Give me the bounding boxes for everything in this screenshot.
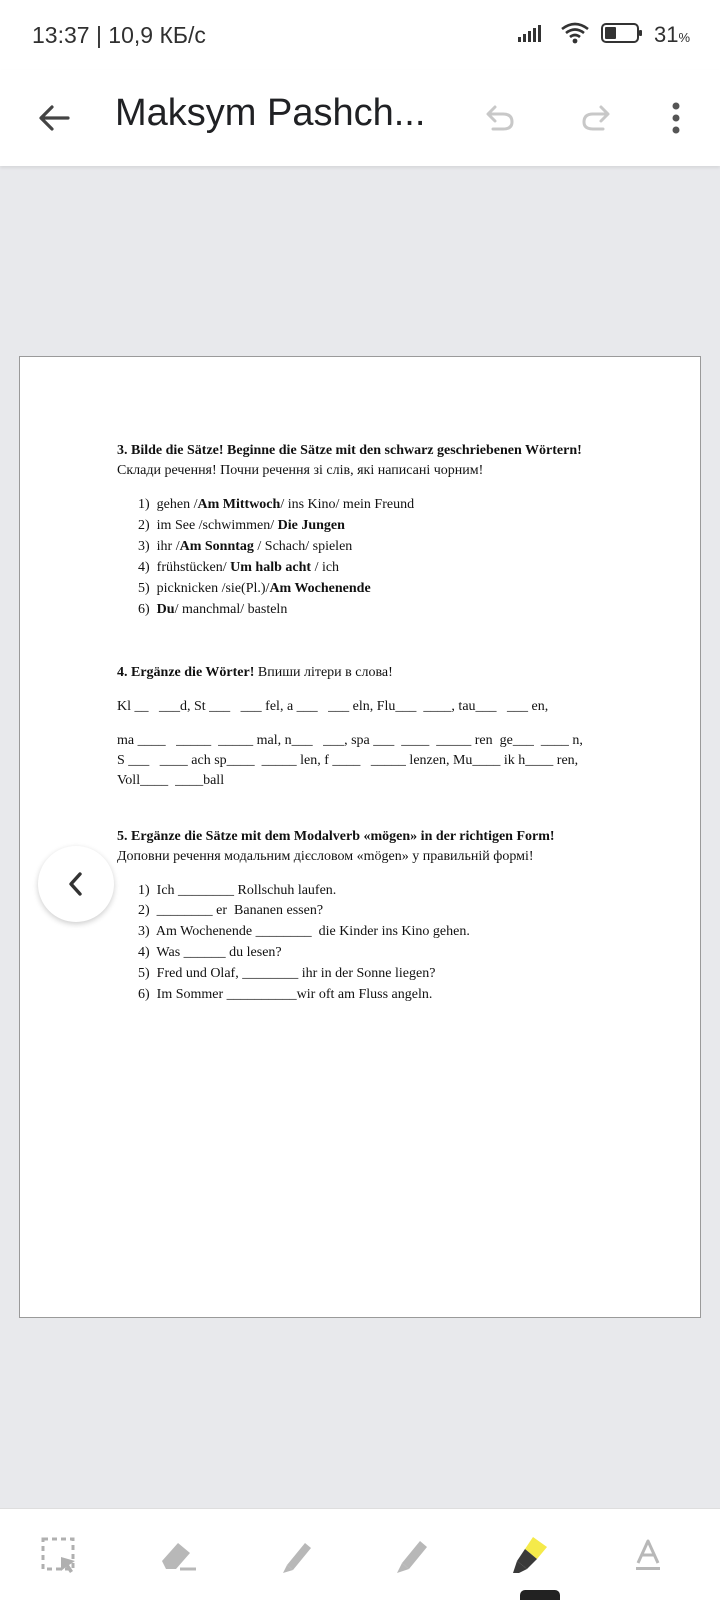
ex4-line: ma ____ _____ _____ mal, n___ ___, spa ___ ____ _____ ren ge___ ____ n,: [117, 733, 583, 748]
ex5-item: 1) Ich ________ Rollschuh laufen.: [138, 883, 337, 898]
pencil-tool-button[interactable]: [384, 1527, 440, 1583]
highlighter-icon: [507, 1533, 553, 1577]
eraser-icon: [156, 1535, 200, 1575]
ex5-item: 3) Am Wochenende ________ die Kinder ins Kino gehen.: [138, 924, 470, 939]
ex4-line: Kl __ ___d, St ___ ___ fel, a ___ ___ eln, Flu___ ____, tau___ ___ en,: [117, 699, 549, 714]
redo-button[interactable]: [574, 96, 618, 140]
select-icon: [39, 1535, 79, 1575]
ex5-item: 2) ________ er Bananen essen?: [138, 903, 324, 918]
text-tool-button[interactable]: [620, 1527, 676, 1583]
back-arrow-icon: [36, 100, 72, 136]
pencil-icon: [392, 1535, 432, 1575]
chevron-left-icon: [64, 869, 88, 899]
pen-icon: [277, 1535, 317, 1575]
battery-level: 31%: [653, 22, 690, 47]
redo-icon: [579, 103, 613, 133]
ex5-item: 5) Fred und Olaf, ________ ihr in der Sonne liegen?: [138, 966, 436, 981]
wifi-icon: [560, 21, 590, 50]
previous-page-button[interactable]: [38, 846, 114, 922]
app-bar: [0, 70, 720, 166]
ex3-heading: 3. Bilde die Sätze! Beginne die Sätze mit den schwarz geschriebenen Wörtern!: [117, 443, 582, 458]
ex3-item: 5) picknicken /sie(Pl.)/Am Wochenende: [138, 581, 371, 596]
select-tool-button[interactable]: [31, 1527, 87, 1583]
text-icon: [628, 1535, 668, 1575]
status-bar: [0, 0, 720, 70]
more-vert-icon: [670, 101, 682, 135]
eraser-tool-button[interactable]: [150, 1527, 206, 1583]
annotation-toolbar: [0, 1508, 720, 1601]
ex5-heading: 5. Ergänze die Sätze mit dem Modalverb «mögen» in der richtigen Form!: [117, 829, 555, 844]
signal-icon: [516, 22, 550, 49]
ex4-line: S ___ ____ ach sp____ _____ len, f ____ _____ lenzen, Mu____ ik h____ ren,: [117, 753, 579, 768]
document-page[interactable]: [19, 356, 701, 1318]
ex5-item: 6) Im Sommer __________wir oft am Fluss angeln.: [138, 987, 433, 1002]
ex3-item: 6) Du/ manchmal/ basteln: [138, 602, 288, 617]
ex5-item: 4) Was ______ du lesen?: [138, 945, 282, 960]
document-title: Maksym Pashch...: [115, 92, 426, 134]
more-options-button[interactable]: [654, 96, 698, 140]
status-time: 13:37 | 10,9 КБ/с: [32, 22, 206, 48]
ex5-subheading: Доповни речення модальним дієсловом «mögen» у правильній формі!: [117, 849, 534, 864]
pen-tool-button[interactable]: [269, 1527, 325, 1583]
ex3-item: 4) frühstücken/ Um halb acht / ich: [138, 560, 340, 575]
highlighter-tool-button[interactable]: [502, 1527, 558, 1583]
ex4-heading: 4. Ergänze die Wörter! Впиши літери в слова!: [117, 665, 393, 680]
home-indicator: [520, 1590, 560, 1600]
ex3-subheading: Склади речення! Почни речення зі слів, які написані чорним!: [117, 463, 484, 478]
undo-icon: [483, 103, 517, 133]
undo-button[interactable]: [478, 96, 522, 140]
battery-icon: [600, 21, 644, 50]
status-icons: [516, 20, 690, 50]
ex4-line: Voll____ ____ball: [117, 773, 225, 788]
ex3-item: 1) gehen /Am Mittwoch/ ins Kino/ mein Freund: [138, 497, 415, 512]
document-content: [20, 357, 700, 1317]
back-button[interactable]: [30, 94, 78, 142]
ex3-item: 3) ihr /Am Sonntag / Schach/ spielen: [138, 539, 353, 554]
ex3-item: 2) im See /schwimmen/ Die Jungen: [138, 518, 345, 533]
